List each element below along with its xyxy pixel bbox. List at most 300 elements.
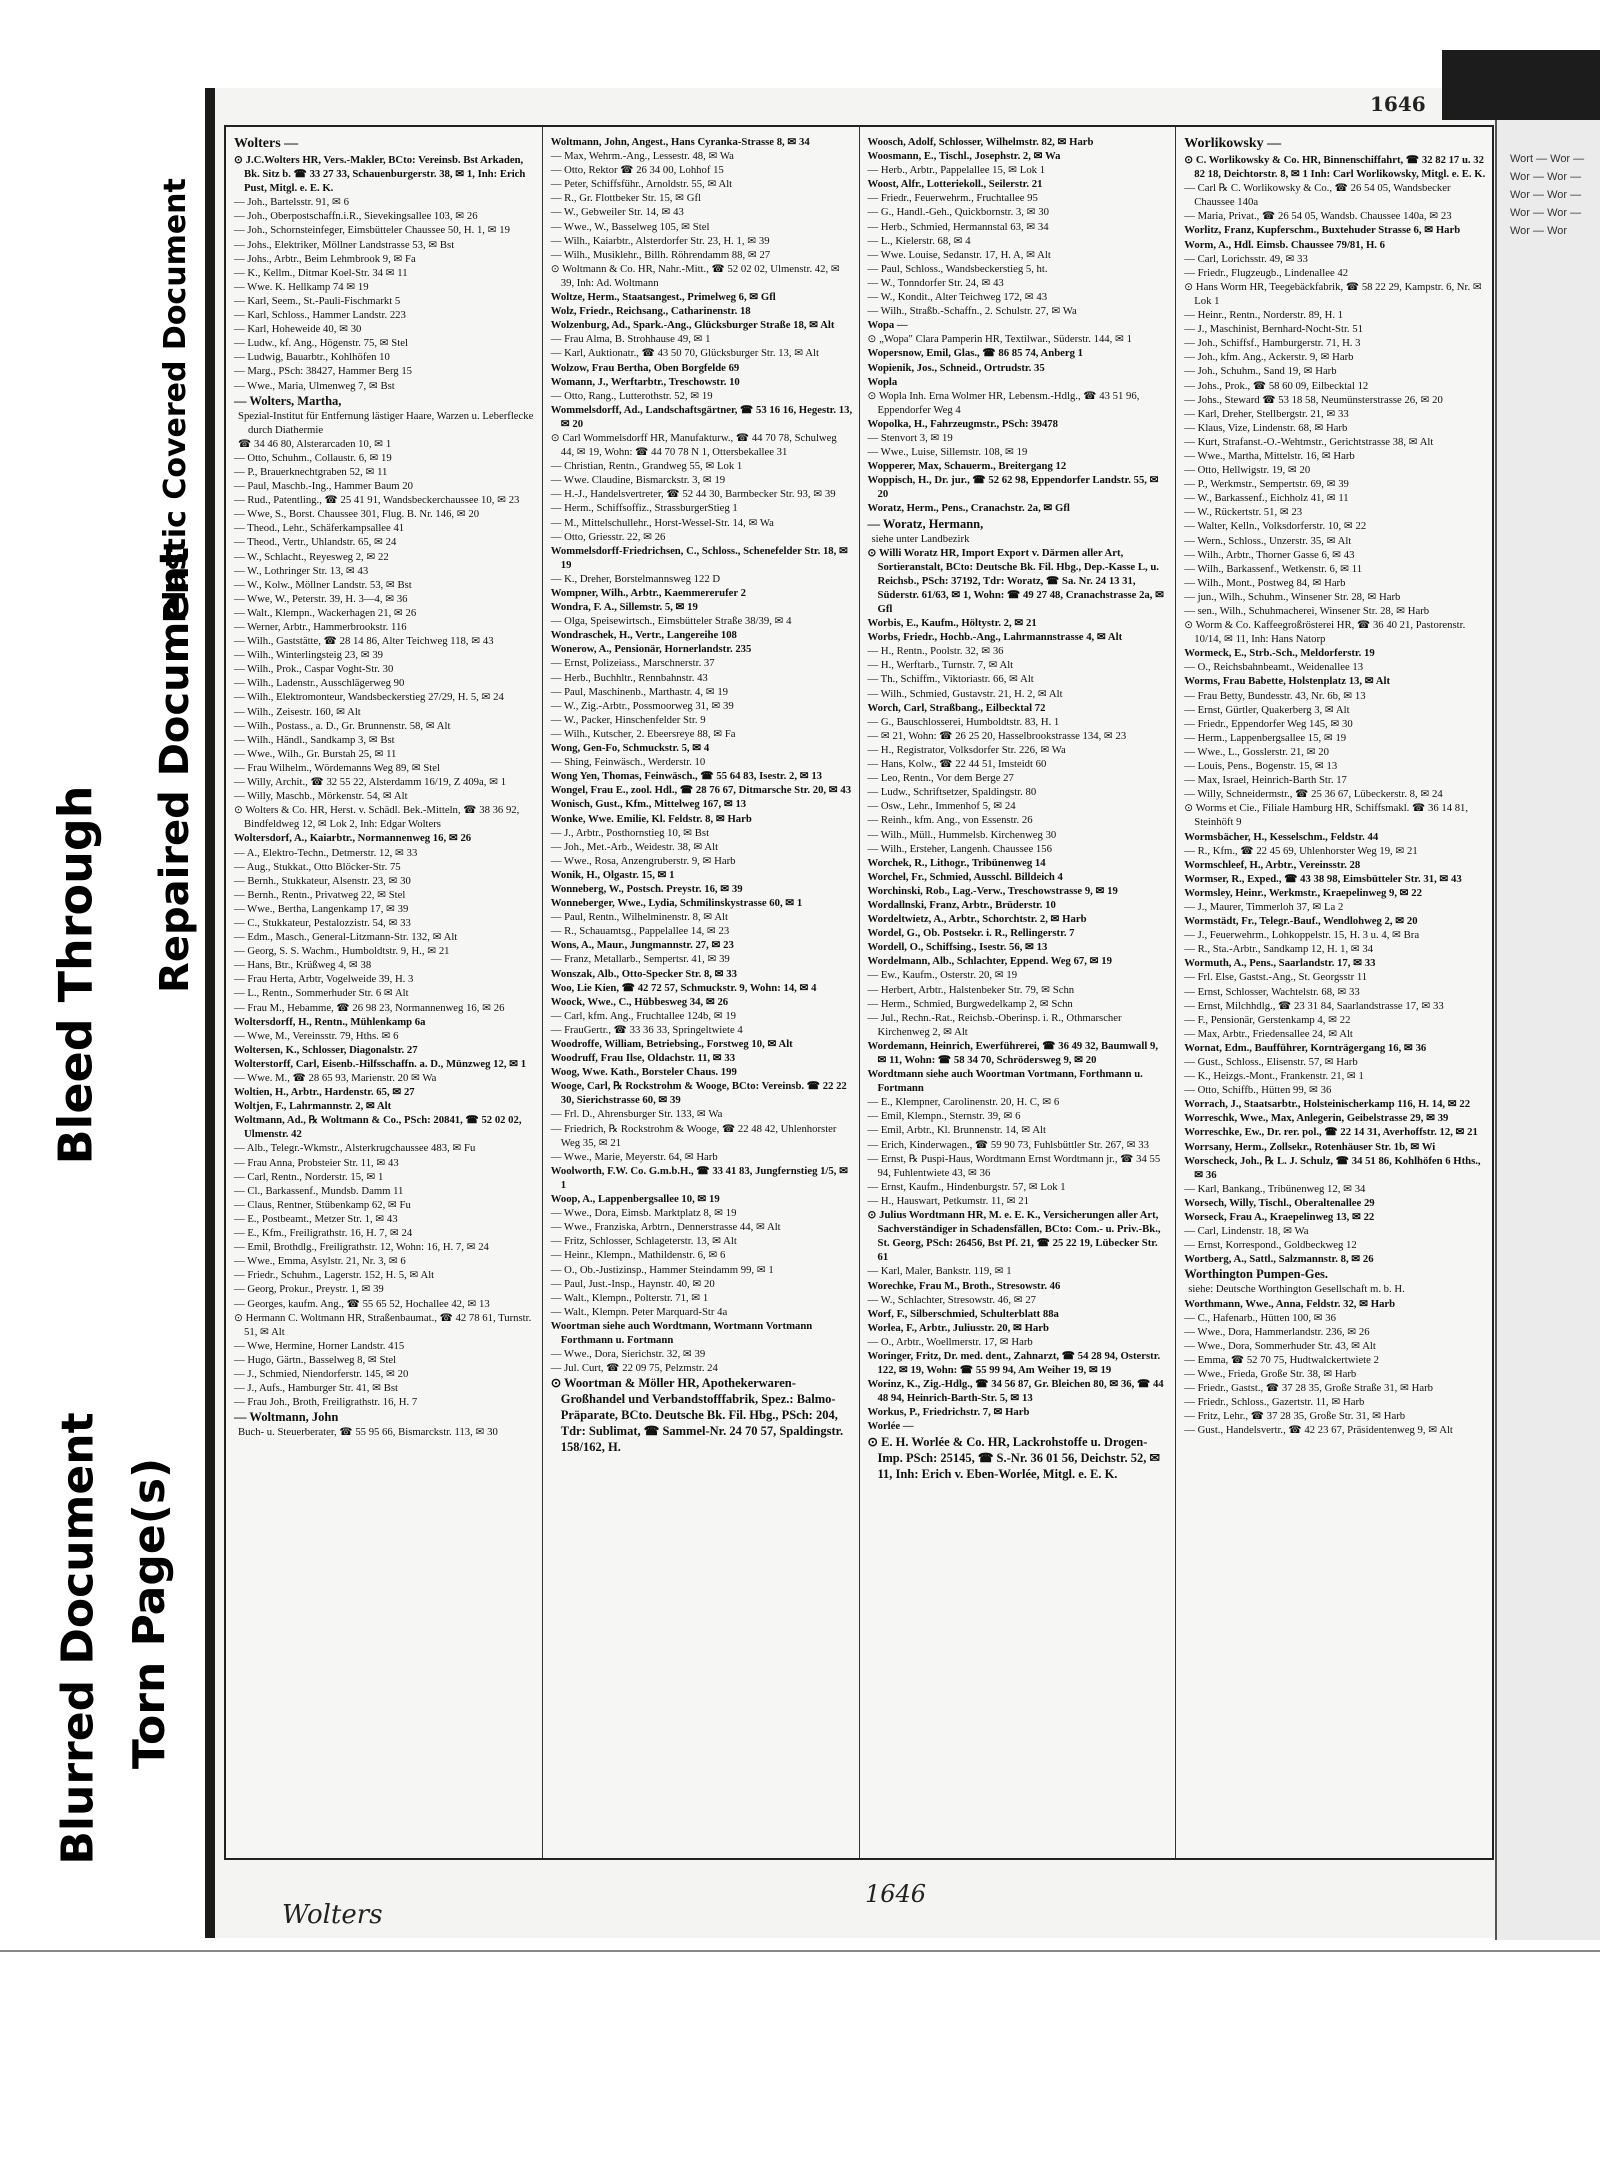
directory-entry: — Wilh., Kaiarbtr., Alsterdorfer Str. 23, H. 1, ✉ 39 — [550, 234, 770, 247]
directory-entry: — Osw., Lehr., Immenhof 5, ✉ 24 — [867, 800, 1016, 813]
directory-entry: ⊙ C. Worlikowsky & Co. HR, Binnenschiffahrt, ☎ 32 82 17 u. 32 82 18, Deichtorstr. 8, ✉ 1 Inh: Carl Worlikowsky, Mitgl. e. E. K. — [1184, 154, 1486, 181]
directory-entry: — Wwe., W., Basselweg 105, ✉ Stel — [550, 220, 710, 233]
directory-entry: — Wwe., Dora, Sommerhuder Str. 43, ✉ Alt — [1184, 1339, 1376, 1352]
directory-entry: — Reinh., kfm. Ang., von Essenstr. 26 — [867, 814, 1033, 827]
directory-entry: — C., Hafenarb., Hütten 100, ✉ 36 — [1184, 1311, 1336, 1324]
directory-entry: — Herb., Arbtr., Pappelallee 15, ✉ Lok 1 — [867, 164, 1046, 177]
directory-entry: Wondraschek, H., Vertr., Langereihe 108 — [550, 629, 737, 642]
directory-entry: Wommelsdorff, Ad., Landschaftsgärtner, ☎ 53 16 16, Hegestr. 13, ✉ 20 — [550, 403, 853, 430]
directory-entry: — J., Maschinist, Bernhard-Nocht-Str. 51 — [1184, 323, 1363, 336]
directory-entry: — Werner, Arbtr., Hammerbrookstr. 116 — [234, 621, 407, 633]
directory-entry: — ✉ 21, Wohn: ☎ 26 25 20, Hasselbrookstrasse 134, ✉ 23 — [867, 729, 1127, 742]
directory-entry: — Wilh., Ladenstr., Ausschlägerweg 90 — [234, 677, 405, 690]
directory-entry: — Wwe., Wilh., Gr. Burstah 25, ✉ 11 — [234, 747, 397, 760]
directory-entry: — Wilh., Schmied, Gustavstr. 21, H. 2, ✉ Alt — [867, 687, 1063, 700]
directory-entry: — R., Gr. Flottbeker Str. 15, ✉ Gfl — [550, 192, 702, 205]
directory-entry: ⊙ E. H. Worlée & Co. HR, Lackrohstoffe u. Drogen-Imp. PSch: 25145, ☎ S.-Nr. 36 01 56, Deichstr. 52, ✉ 11, Inh: Erich v. Eben-Worlée, Mitgl. e. E. K. — [867, 1434, 1160, 1481]
directory-entry: Wongel, Frau E., zool. Hdl., ☎ 28 76 67, Ditmarsche Str. 20, ✉ 43 — [550, 784, 852, 797]
page-corner-tab — [1442, 50, 1600, 120]
directory-entry: Worthmann, Wwe., Anna, Feldstr. 32, ✉ Harb — [1184, 1297, 1396, 1310]
directory-entry: — Karl, Bankang., Tribünenweg 12, ✉ 34 — [1184, 1182, 1366, 1195]
directory-entry: — Claus, Rentner, Stübenkamp 62, ✉ Fu — [234, 1198, 411, 1211]
directory-entry: — Wilh., Musiklehr., Billh. Röhrendamm 88, ✉ 27 — [550, 248, 771, 261]
directory-entry: — Bernh., Stukkateur, Alsenstr. 23, ✉ 30 — [234, 874, 411, 887]
directory-entry: — E., Postbeamt., Metzer Str. 1, ✉ 43 — [234, 1212, 398, 1225]
directory-entry: Wonszak, Alb., Otto-Specker Str. 8, ✉ 33 — [550, 967, 737, 980]
directory-entry: — Paul, Just.-Insp., Haynstr. 40, ✉ 20 — [550, 1277, 715, 1290]
handwritten-note: Wolters — [282, 1900, 383, 1930]
directory-entry: — Frau Betty, Bundesstr. 43, Nr. 6b, ✉ 13 — [1184, 689, 1366, 702]
directory-entry: — Wwe., Dora, Hammerlandstr. 236, ✉ 26 — [1184, 1325, 1370, 1338]
directory-entry: ⊙ Willi Woratz HR, Import Export v. Därmen aller Art, Sortieranstalt, BCto: Deutsche Bk. Fil. Hbg., Dep.-Kasse L, u. Reichsb., PSch: 37192, Tdr: Woratz, ☎ Sa. Nr. 24 13 31, Süderstr. 61/63, ✉ 1, Wohn: ☎ 49 27 48, Cranachstrasse 2a, ✉ Gfl — [867, 546, 1165, 615]
directory-entry: — Karl, Auktionatr., ☎ 43 50 70, Glücksburger Str. 13, ✉ Alt — [550, 347, 819, 360]
directory-entry: — H.-J., Handelsvertreter, ☎ 52 44 30, Barmbecker Str. 93, ✉ 39 — [550, 488, 836, 501]
directory-entry: — Wwe, S., Borst. Chaussee 301, Flug. B. Nr. 146, ✉ 20 — [234, 508, 480, 521]
directory-entry: — Kurt, Strafanst.-O.-Wehtmstr., Gerichtstrasse 38, ✉ Alt — [1184, 435, 1434, 448]
directory-entry: — E., Klempner, Carolinenstr. 20, H. C, ✉ 6 — [867, 1096, 1060, 1109]
directory-entry: — Christian, Rentn., Grandweg 55, ✉ Lok 1 — [550, 460, 743, 473]
directory-entry: — Karl, Schloss., Hammer Landstr. 223 — [234, 309, 406, 322]
directory-entry: — Karl, Dreher, Stellbergstr. 21, ✉ 33 — [1184, 407, 1349, 420]
directory-entry: — Franz, Metallarb., Sempertsr. 41, ✉ 39 — [550, 953, 730, 966]
directory-entry: Woo, Lie Kien, ☎ 42 72 57, Schmuckstr. 9, Wohn: 14, ✉ 4 — [550, 981, 817, 994]
directory-entry: Wormsbächer, H., Kesselschm., Feldstr. 44 — [1184, 830, 1379, 843]
directory-entry: — Friedr., Gastst., ☎ 37 28 35, Große Straße 31, ✉ Harb — [1184, 1382, 1433, 1395]
directory-entry: — Carl, Lindenstr. 18, ✉ Wa — [1184, 1225, 1309, 1238]
directory-entry: — Hugo, Gärtn., Basselweg 8, ✉ Stel — [234, 1353, 397, 1366]
directory-entry: ⊙ „Wopa" Clara Pamperin HR, Textilwar., Süderstr. 144, ✉ 1 — [867, 333, 1132, 346]
directory-entry: — Wilh., Händl., Sandkamp 3, ✉ Bst — [234, 733, 395, 746]
directory-entry: — Friedr., Flugzeugb., Lindenallee 42 — [1184, 266, 1349, 279]
directory-entry: — J., Schmied, Niendorferstr. 145, ✉ 20 — [234, 1367, 409, 1380]
directory-entry: — O., Ob.-Justizinsp., Hammer Steindamm 99, ✉ 1 — [550, 1263, 774, 1276]
directory-entry: Woosmann, E., Tischl., Josephstr. 2, ✉ Wa — [867, 150, 1061, 163]
directory-entry: — Wwe., Dora, Sierichstr. 32, ✉ 39 — [550, 1348, 706, 1361]
directory-entry: Wonisch, Gust., Kfm., Mittelweg 167, ✉ 13 — [550, 798, 747, 811]
scan-edge — [0, 1950, 1600, 1952]
directory-entry: Womann, J., Werftarbtr., Treschowstr. 10 — [550, 375, 740, 388]
directory-entry: Wompner, Wilh., Arbtr., Kaemmererufer 2 — [550, 587, 746, 599]
directory-entry: — Alb., Telegr.-Wkmstr., Alsterkrugchaussee 483, ✉ Fu — [234, 1142, 476, 1155]
directory-entry: — K., Dreher, Borstelmannsweg 122 D — [550, 572, 721, 585]
directory-entry: — Georg, S. S. Wachm., Humboldtstr. 9, H., ✉ 21 — [234, 945, 450, 958]
directory-entry: Worm, A., Hdl. Eimsb. Chaussee 79/81, H. 6 — [1184, 238, 1385, 251]
directory-entry: — Wern., Schloss., Unzerstr. 35, ✉ Alt — [1184, 534, 1352, 547]
directory-entry: — W., Barkassenf., Eichholz 41, ✉ 11 — [1184, 492, 1349, 505]
directory-entry: — Walt., Klempn. Peter Marquard-Str 4a — [550, 1305, 728, 1318]
directory-entry: — W., Tonndorfer Str. 24, ✉ 43 — [867, 276, 1004, 289]
directory-entry: siehe: Deutsche Worthington Gesellschaft m. b. H. — [1188, 1283, 1405, 1296]
directory-entry: Woock, Wwe., C., Hübbesweg 34, ✉ 26 — [550, 995, 729, 1008]
directory-entry: — Wwe., Marie, Meyerstr. 64, ✉ Harb — [550, 1150, 718, 1163]
directory-entry: — Friedrich, ℞ Rockstrohm & Wooge, ☎ 22 48 42, Uhlenhorster Weg 35, ✉ 21 — [550, 1122, 837, 1149]
directory-entry: — Walt., Klempn., Wackerhagen 21, ✉ 26 — [234, 606, 417, 619]
directory-entry: — Klaus, Vize, Lindenstr. 68, ✉ Harb — [1184, 421, 1348, 434]
directory-entry: — Johs., Prok., ☎ 58 60 09, Eilbecktal 12 — [1184, 379, 1369, 392]
directory-entry: — W., Kolw., Möllner Landstr. 53, ✉ Bst — [234, 578, 412, 591]
directory-entry: Woltjen, F., Lahrmannstr. 2, ✉ Alt — [234, 1100, 392, 1113]
directory-entry: — Shing, Feinwäsch., Werderstr. 10 — [550, 756, 706, 769]
directory-entry: — Carl, Rentn., Norderstr. 15, ✉ 1 — [234, 1170, 384, 1183]
directory-entry: Woodroffe, William, Betriebsing., Forstweg 10, ✉ Alt — [550, 1038, 793, 1050]
directory-entry: — Karl, Seem., St.-Pauli-Fischmarkt 5 — [234, 294, 401, 307]
directory-entry: — Joh., Schuhm., Sand 19, ✉ Harb — [1184, 365, 1337, 378]
directory-entry: — H., Werftarb., Turnstr. 7, ✉ Alt — [867, 659, 1014, 672]
directory-entry: — M., Mittelschullehr., Horst-Wessel-Str. 14, ✉ Wa — [550, 516, 774, 529]
directory-entry: — Herb., Buchhltr., Rennbahnstr. 43 — [550, 671, 708, 684]
directory-entry: Worlea, F., Arbtr., Juliusstr. 20, ✉ Harb — [867, 1321, 1049, 1334]
directory-entry: — R., Schauamtsg., Pappelallee 14, ✉ 23 — [550, 925, 730, 938]
directory-entry: — J., Arbtr., Posthornstieg 10, ✉ Bst — [550, 826, 710, 839]
directory-entry: — Frau Anna, Probsteier Str. 11, ✉ 43 — [234, 1156, 399, 1169]
directory-entry: Wordtmann siehe auch Woortman Vortmann, Forthmann u. Fortmann — [867, 1068, 1143, 1095]
directory-entry: Worbs, Friedr., Hochb.-Ang., Lahrmannstrasse 4, ✉ Alt — [867, 631, 1123, 644]
directory-entry: — Wilh., Zeisestr. 160, ✉ Alt — [234, 705, 361, 718]
directory-entry: — Wilh., Arbtr., Thorner Gasse 6, ✉ 43 — [1184, 548, 1355, 561]
directory-entry: Worlikowsky — — [1184, 136, 1282, 151]
label-blurred-document: Blurred Document — [52, 1412, 104, 1865]
directory-entry: — J., Maurer, Timmerloh 37, ✉ La 2 — [1184, 900, 1344, 913]
directory-entry: — sen., Wilh., Schuhmacherei, Winsener Str. 28, ✉ Harb — [1184, 605, 1430, 617]
directory-entry: Worch, Carl, Straßbang., Eilbecktal 72 — [867, 701, 1046, 714]
directory-entry: ⊙ Wopla Inh. Erna Wolmer HR, Lebensm.-Hdlg., ☎ 43 51 96, Eppendorfer Weg 4 — [867, 389, 1140, 416]
directory-entry: — Joh., Oberpostschaffn.i.R., Sievekingsallee 103, ✉ 26 — [234, 210, 478, 223]
directory-entry: — Hans, Btr., Krüßweg 4, ✉ 38 — [234, 959, 372, 972]
directory-entry: — Wwe., Frieda, Große Str. 38, ✉ Harb — [1184, 1367, 1357, 1380]
directory-entry: Worreschke, Ew., Dr. rer. pol., ☎ 22 14 31, Averhoffstr. 12, ✉ 21 — [1184, 1126, 1478, 1139]
directory-entry: — H., Rentn., Poolstr. 32, ✉ 36 — [867, 645, 1004, 658]
directory-entry: — Friedr., Schuhm., Lagerstr. 152, H. 5, ✉ Alt — [234, 1269, 435, 1282]
directory-entry: Woltze, Herm., Staatsangest., Primelweg 6, ✉ Gfl — [550, 291, 776, 304]
directory-entry: Worchinski, Rob., Lag.-Verw., Treschowstrasse 9, ✉ 19 — [867, 884, 1118, 897]
directory-entry: — Wwe., Maria, Ulmenweg 7, ✉ Bst — [234, 379, 395, 392]
directory-entry: — Otto, Griesstr. 22, ✉ 26 — [550, 530, 666, 543]
directory-entry: — K., Heizgs.-Mont., Frankenstr. 21, ✉ 1 — [1184, 1070, 1364, 1083]
directory-entry: — Friedr., Eppendorfer Weg 145, ✉ 30 — [1184, 717, 1353, 730]
directory-entry: — Wwe. K. Hellkamp 74 ✉ 19 — [234, 280, 369, 293]
directory-entry: — Aug., Stukkat., Otto Blöcker-Str. 75 — [234, 860, 401, 873]
directory-entry: Wormser, R., Exped., ☎ 43 38 98, Eimsbütteler Str. 31, ✉ 43 — [1184, 872, 1462, 885]
directory-entry: — Wwe, W., Peterstr. 39, H. 3—4, ✉ 36 — [234, 592, 408, 605]
directory-entry: — Wilh., Ersteher, Langenh. Chaussee 156 — [867, 842, 1052, 855]
directory-entry: Woosch, Adolf, Schlosser, Wilhelmstr. 82, ✉ Harb — [867, 136, 1094, 148]
directory-entry: Worf, F., Silberschmied, Schulterblatt 88a — [867, 1307, 1059, 1320]
directory-entry: — Heinr., Klempn., Mathildenstr. 6, ✉ 6 — [550, 1249, 726, 1262]
directory-entry: — Paul, Rentn., Wilhelminenstr. 8, ✉ Alt — [550, 911, 728, 924]
directory-entry: — Wilh., Straßb.-Schaffn., 2. Schulstr. 27, ✉ Wa — [867, 305, 1077, 318]
directory-entry: — Max, Wehrm.-Ang., Lessestr. 48, ✉ Wa — [550, 150, 734, 163]
directory-entry: — J., Aufs., Hamburger Str. 41, ✉ Bst — [234, 1382, 399, 1395]
directory-entry: — Wwe. M., ☎ 28 65 93, Marienstr. 20 ✉ Wa — [234, 1072, 437, 1084]
directory-entry: — Karl, Hoheweide 40, ✉ 30 — [234, 323, 362, 336]
directory-entry: Woodruff, Frau Ilse, Oldachstr. 11, ✉ 33 — [550, 1052, 736, 1065]
directory-entry: Wopersnow, Emil, Glas., ☎ 86 85 74, Anberg 1 — [867, 347, 1084, 360]
directory-entry: Worthington Pumpen-Ges. — [1184, 1267, 1329, 1282]
directory-entry: — Wilh., Postass., a. D., Gr. Brunnenstr. 58, ✉ Alt — [234, 719, 451, 732]
directory-entry: — jun., Wilh., Schuhm., Winsener Str. 28, ✉ Harb — [1184, 590, 1401, 603]
directory-entry: — Johs., Elektriker, Möllner Landstrasse 53, ✉ Bst — [234, 238, 455, 251]
directory-entry: Wopolka, H., Fahrzeugmstr., PSch: 39478 — [867, 417, 1058, 430]
directory-entry: — Maria, Privat., ☎ 26 54 05, Wandsb. Chaussee 140a, ✉ 23 — [1184, 210, 1452, 223]
column-3 — [860, 127, 1177, 1858]
directory-entry: Wormschleef, H., Arbtr., Vereinsstr. 28 — [1184, 858, 1361, 871]
directory-entry: — Fritz, Lehr., ☎ 37 28 35, Große Str. 31, ✉ Harb — [1184, 1410, 1406, 1423]
directory-entry: — Johs., Steward ☎ 53 18 58, Neumünsterstrasse 26, ✉ 20 — [1184, 393, 1443, 406]
directory-entry: — Wilh., Müll., Hummelsb. Kirchenweg 30 — [867, 828, 1057, 841]
directory-entry: — Emil, Klempn., Sternstr. 39, ✉ 6 — [867, 1110, 1021, 1123]
directory-entry: Worscheck, Joh., ℞ L. J. Schulz, ☎ 34 51 86, Kohlhöfen 6 Hths., ✉ 36 — [1184, 1154, 1481, 1181]
directory-entry: ⊙ Julius Wordtmann HR, M. e. E. K., Versicherungen aller Art, Sachverständiger in Schadensfällen, BCto: Com.- u. Priv.-Bk., St. Georg, PSch: 26456, Bst Pf. 21, ☎ 25 22 19, Lübecker Str. 61 — [867, 1209, 1161, 1264]
directory-entry: Woringer, Fritz, Dr. med. dent., Zahnarzt, ☎ 54 28 94, Osterstr. 122, ✉ 19, Wohn: ☎ 55 99 94, Am Weiher 19, ✉ 19 — [867, 1349, 1161, 1377]
directory-entry: — Wilh., Barkassenf., Wetkenstr. 6, ✉ 11 — [1184, 562, 1363, 575]
directory-entry: — Wwe. Louise, Sedanstr. 17, H. A, ✉ Alt — [867, 248, 1051, 261]
next-page-strip-text: Wort — Wor — Wor — Wor — Wor — Wor — Wor — Wor — Wor — Wor — [1510, 153, 1585, 237]
directory-entry: Wopperer, Max, Schauerm., Breitergang 12 — [867, 460, 1067, 473]
directory-entry: — Jul. Curt, ☎ 22 09 75, Pelzmstr. 24 — [550, 1362, 718, 1375]
directory-entry: — Theod., Lehr., Schäferkampsallee 41 — [234, 522, 405, 535]
directory-entry: ⊙ Hermann C. Woltmann HR, Straßenbaumat., ☎ 42 78 61, Turnstr. 51, ✉ Alt — [234, 1311, 532, 1338]
directory-entry: — W., Schlacht., Reyesweg 2, ✉ 22 — [234, 550, 389, 563]
directory-entry: — O., Arbtr., Woellmerstr. 17, ✉ Harb — [867, 1335, 1033, 1348]
directory-entry: — Ludw., Schriftsetzer, Spaldingstr. 80 — [867, 786, 1037, 799]
directory-entry: — Ernst, Kaufm., Hindenburgstr. 57, ✉ Lok 1 — [867, 1180, 1066, 1193]
directory-entry: — Carl ℞ C. Worlikowsky & Co., ☎ 26 54 05, Wandsbecker Chaussee 140a — [1184, 182, 1451, 209]
directory-entry: Wommelsdorff-Friedrichsen, C., Schloss., Schenefelder Str. 18, ✉ 19 — [550, 544, 848, 571]
directory-entry: Woop, A., Lappenbergsallee 10, ✉ 19 — [550, 1193, 720, 1206]
directory-entry: — W., Lothringer Str. 13, ✉ 43 — [234, 564, 369, 577]
directory-entry: — W., Schlachter, Stresowstr. 46, ✉ 27 — [867, 1293, 1037, 1306]
directory-entry: Wonerow, A., Pensionär, Hornerlandstr. 235 — [550, 643, 752, 656]
directory-entry: Wormeck, E., Strb.-Sch., Meldorferstr. 19 — [1184, 647, 1375, 660]
directory-entry: Woratz, Herm., Pens., Cranachstr. 2a, ✉ Gfl — [867, 502, 1070, 515]
directory-entry: — Herm., Lappenbergsallee 15, ✉ 19 — [1184, 731, 1347, 744]
directory-entry: — Herb., Schmied, Hermannstal 63, ✉ 34 — [867, 220, 1049, 233]
page-top-number: 1646 — [1370, 92, 1426, 116]
directory-entry: — Wolters, Martha, — [234, 393, 342, 408]
directory-entry: — Theod., Vertr., Uhlandstr. 65, ✉ 24 — [234, 536, 397, 549]
directory-entry: Woltien, H., Arbtr., Hardenstr. 65, ✉ 27 — [234, 1086, 415, 1099]
directory-entry: — Wwe., Luise, Sillemstr. 108, ✉ 19 — [867, 446, 1028, 459]
directory-entry: — Wilh., Gaststätte, ☎ 28 14 86, Alter Teichweg 118, ✉ 43 — [234, 635, 494, 648]
directory-entry: Worchek, R., Lithogr., Tribünenweg 14 — [867, 856, 1046, 869]
directory-entry: — FrauGertr., ☎ 33 36 33, Springeltwiete 4 — [550, 1023, 743, 1036]
directory-entry: Worseck, Frau A., Kraepelinweg 13, ✉ 22 — [1184, 1211, 1375, 1224]
directory-entry: — Ludwig, Bauarbtr., Kohlhöfen 10 — [234, 351, 390, 364]
directory-entry: — Ernst, Gürtler, Quakerberg 3, ✉ Alt — [1184, 703, 1350, 716]
directory-entry: Wolz, Friedr., Reichsang., Catharinenstr. 18 — [550, 305, 751, 318]
directory-entry: — Wilh., Elektromonteur, Wandsbeckerstieg 27/29, H. 5, ✉ 24 — [234, 691, 504, 704]
directory-entry: Wopla — [867, 375, 898, 388]
directory-entry: Wolters — — [234, 136, 299, 151]
directory-entry: — Wwe., Dora, Eimsb. Marktplatz 8, ✉ 19 — [550, 1207, 737, 1220]
directory-entry: — W., Zig.-Arbtr., Possmoorweg 31, ✉ 39 — [550, 699, 734, 712]
directory-entry: — Ernst, Schlosser, Wachtelstr. 68, ✉ 33 — [1184, 985, 1360, 998]
directory-entry: — R., Kfm., ☎ 22 45 69, Uhlenhorster Weg 19, ✉ 21 — [1184, 844, 1418, 857]
directory-entry: — Herbert, Arbtr., Halstenbeker Str. 79, ✉ Schn — [867, 983, 1075, 996]
directory-entry: — E., Kfm., Freiligrathstr. 16, H. 7, ✉ 24 — [234, 1227, 413, 1240]
directory-entry: — Woltmann, John — [234, 1410, 339, 1425]
directory-entry: Woost, Alfr., Lotteriekoll., Seilerstr. 21 — [867, 178, 1043, 191]
directory-entry: Woppisch, H., Dr. jur., ☎ 52 62 98, Eppendorfer Landstr. 55, ✉ 20 — [867, 474, 1159, 501]
directory-entry: — Emma, ☎ 52 70 75, Hudtwalckertwiete 2 — [1184, 1353, 1379, 1366]
directory-entry: Worsech, Willy, Tischl., Oberaltenallee 29 — [1184, 1196, 1375, 1209]
directory-entry: Wonneberg, W., Postsch. Preystr. 16, ✉ 39 — [550, 882, 743, 895]
directory-entry: — P., Werkmstr., Sempertstr. 69, ✉ 39 — [1184, 478, 1349, 491]
directory-entry: — H., Hauswart, Petkumstr. 11, ✉ 21 — [867, 1194, 1029, 1207]
directory-entry: — Joh., kfm. Ang., Ackerstr. 9, ✉ Harb — [1184, 351, 1354, 364]
directory-entry: — Otto, Rektor ☎ 26 34 00, Lohhof 15 — [550, 164, 724, 177]
directory-entry: Worreschk, Wwe., Max, Anlegerin, Geibelstrasse 29, ✉ 39 — [1184, 1112, 1449, 1125]
directory-entry: — Willy, Maschb., Mörkenstr. 54, ✉ Alt — [234, 790, 408, 803]
page-number: 1646 — [865, 1880, 927, 1908]
directory-entry: Worbis, E., Kaufm., Höltystr. 2, ✉ 21 — [867, 617, 1037, 630]
directory-entry: Woortman siehe auch Wordtmann, Wortmann Vortmann Forthmann u. Fortmann — [550, 1319, 813, 1346]
directory-entry: Worrsany, Herm., Zollsekr., Rotenhäuser Str. 1b, ✉ Wi — [1184, 1140, 1436, 1153]
directory-entry: — L., Kielerstr. 68, ✉ 4 — [867, 234, 971, 247]
directory-entry: — Ernst, Milchhdlg., ☎ 23 31 84, Saarlandstrasse 17, ✉ 33 — [1184, 999, 1444, 1012]
directory-entry: Wonneberger, Wwe., Lydia, Schmilinskystrasse 60, ✉ 1 — [550, 897, 803, 910]
directory-entry: — Ew., Kaufm., Osterstr. 20, ✉ 19 — [867, 969, 1018, 982]
directory-entry: Wormuth, A., Pens., Saarlandstr. 17, ✉ 33 — [1184, 957, 1376, 970]
directory-entry: Wordeltwietz, A., Arbtr., Schorchtstr. 2, ✉ Harb — [867, 913, 1087, 926]
directory-entry: — Frau Herta, Arbtr, Vogelweide 39, H. 3 — [234, 973, 414, 986]
directory-entry: — Wilh., Kutscher, 2. Ebeersreye 88, ✉ Fa — [550, 727, 736, 740]
directory-entry: — Frl. D., Ahrensburger Str. 133, ✉ Wa — [550, 1108, 723, 1121]
directory-entry: Workus, P., Friedrichstr. 7, ✉ Harb — [867, 1406, 1030, 1419]
directory-entry: — Frau Wilhelm., Wördemanns Weg 89, ✉ Stel — [234, 761, 440, 774]
directory-entry: — Friedr., Schloss., Gazertstr. 11, ✉ Harb — [1184, 1396, 1365, 1409]
directory-entry: — Wwe., Martha, Mittelstr. 16, ✉ Harb — [1184, 449, 1355, 462]
directory-entry: — Joh., Schornsteinfeger, Eimsbütteler Chaussee 50, H. 1, ✉ 19 — [234, 224, 510, 237]
directory-entry: Wons, A., Maur., Jungmannstr. 27, ✉ 23 — [550, 939, 734, 952]
directory-entry: ⊙ Worms et Cie., Filiale Hamburg HR, Schiffsmakl. ☎ 36 14 81, Steinhöft 9 — [1184, 802, 1469, 829]
directory-entry: — Fritz, Schlosser, Schlageterstr. 13, ✉ Alt — [550, 1235, 737, 1248]
directory-entry: — J., Feuerwehrm., Lohkoppelstr. 15, H. 3 u. 4, ✉ Bra — [1184, 929, 1420, 942]
directory-entry: — W., Rückertstr. 51, ✉ 23 — [1184, 506, 1303, 519]
directory-entry: — Paul, Maschb.-Ing., Hammer Baum 20 — [234, 480, 413, 493]
directory-entry: — Emil, Arbtr., Kl. Brunnenstr. 14, ✉ Alt — [867, 1124, 1046, 1137]
directory-entry: Wordell, O., Schiffsing., Isestr. 56, ✉ 13 — [867, 941, 1048, 954]
directory-entry: Wordel, G., Ob. Postsekr. i. R., Rellingerstr. 7 — [867, 927, 1075, 940]
directory-entry: Wornat, Edm., Baufführer, Kornträgergang 16, ✉ 36 — [1184, 1041, 1427, 1054]
directory-entry: — R., Sta.-Arbtr., Sandkamp 12, H. 1, ✉ 34 — [1184, 943, 1374, 956]
directory-entry: — Willy, Archit., ☎ 32 55 22, Alsterdamm 16/19, Z 409a, ✉ 1 — [234, 776, 507, 789]
directory-entry: — Wwe., Franziska, Arbtrn., Dennerstrasse 44, ✉ Alt — [550, 1221, 781, 1234]
directory-entry: — Wilh., Mont., Postweg 84, ✉ Harb — [1184, 576, 1346, 589]
directory-entry: — F., Pensionär, Gerstenkamp 4, ✉ 22 — [1184, 1013, 1351, 1026]
directory-entry: Buch- u. Steuerberater, ☎ 55 95 66, Bismarckstr. 113, ✉ 30 — [238, 1426, 498, 1439]
directory-entry: — Hans, Kolw., ☎ 22 44 51, Imsteidt 60 — [867, 758, 1047, 771]
directory-entry: — Wwe. Claudine, Bismarckstr. 3, ✉ 19 — [550, 474, 726, 487]
directory-entry: — A., Elektro-Techn., Detmerstr. 12, ✉ 33 — [234, 846, 418, 859]
directory-entry: Wolzenburg, Ad., Spark.-Ang., Glücksburger Straße 18, ✉ Alt — [550, 319, 835, 332]
directory-entry: Woltersdorff, H., Rentn., Mühlenkamp 6a — [234, 1015, 426, 1028]
directory-entry: ⊙ Woltmann & Co. HR, Nahr.-Mitt., ☎ 52 02 02, Ulmenstr. 42, ✉ 39, Inh: Ad. Woltmann — [550, 262, 840, 289]
directory-entry: — K., Kellm., Ditmar Koel-Str. 34 ✉ 11 — [234, 266, 408, 279]
directory-entry: ⊙ Hans Worm HR, Teegebäckfabrik, ☎ 58 22 29, Kampstr. 6, Nr. ✉ Lok 1 — [1184, 280, 1482, 307]
directory-entry: — Frau Joh., Broth, Freiligrathstr. 16, H. 7 — [234, 1396, 418, 1409]
directory-entry: — Leo, Rentn., Vor dem Berge 27 — [867, 772, 1014, 785]
directory-entry: — O., Reichsbahnbeamt., Weidenallee 13 — [1184, 661, 1364, 674]
directory-entry: — Erich, Kinderwagen., ☎ 59 90 73, Fuhlsbüttler Str. 267, ✉ 33 — [867, 1138, 1149, 1151]
directory-entry: ⊙ Wolters & Co. HR, Herst. v. Schädl. Bek.-Mitteln, ☎ 38 36 92, Bindfeldweg 12, ✉ Lok 2, Inh: Edgar Wolters — [234, 804, 520, 831]
directory-entry: Wopienik, Jos., Schneid., Ortrudstr. 35 — [867, 361, 1045, 374]
directory-entry: — Joh., Schiffsf., Hamburgerstr. 71, H. 3 — [1184, 337, 1361, 350]
directory-entry: — Frau Alma, B. Strohhause 49, ✉ 1 — [550, 333, 711, 346]
directory-entry: — Wwe, M., Vereinsstr. 79, Hths. ✉ 6 — [234, 1029, 399, 1042]
directory-entry: — Gust., Handelsvertr., ☎ 42 23 67, Präsidentenweg 9, ✉ Alt — [1184, 1424, 1453, 1437]
directory-entry: Wordelmann, Alb., Schlachter, Eppend. Weg 67, ✉ 19 — [867, 955, 1112, 968]
directory-entry: Wormsley, Heinr., Werkmstr., Kraepelinweg 9, ✉ 22 — [1184, 886, 1422, 899]
directory-entry: — Otto, Schuhm., Collaustr. 6, ✉ 19 — [234, 451, 392, 464]
directory-entry: — G., Handl.-Geh., Quickbornstr. 3, ✉ 30 — [867, 206, 1049, 219]
directory-entry: — Wwe, Hermine, Horner Landstr. 415 — [234, 1339, 405, 1352]
directory-entry: Woolworth, F.W. Co. G.m.b.H., ☎ 33 41 83, Jungfernstieg 1/5, ✉ 1 — [550, 1164, 849, 1191]
directory-entry: — L., Rentn., Sommerhuder Str. 6 ✉ Alt — [234, 987, 409, 1000]
directory-entry: Woltersdorf, A., Kaiarbtr., Normannenweg 16, ✉ 26 — [234, 832, 472, 845]
directory-entry: — Gust., Schloss., Elisenstr. 57, ✉ Harb — [1184, 1056, 1358, 1068]
directory-entry: — Carl, Lorichsstr. 49, ✉ 33 — [1184, 252, 1308, 265]
directory-entry: — Paul, Maschinenb., Marthastr. 4, ✉ 19 — [550, 685, 729, 698]
directory-entry: — Carl, kfm. Ang., Fruchtallee 124b, ✉ 19 — [550, 1009, 737, 1022]
column-1 — [226, 127, 543, 1858]
directory-entry: — Paul, Schloss., Wandsbeckerstieg 5, ht. — [867, 262, 1048, 275]
directory-entry: Wonke, Wwe. Emilie, Kl. Feldstr. 8, ✉ Harb — [550, 812, 752, 825]
directory-entry: — Ernst, ℞ Puspi-Haus, Wordtmann Ernst Wordtmann jr., ☎ 34 55 94, Fuhlentwiete 43, ✉ 36 — [867, 1152, 1161, 1179]
directory-entry: Wooge, Carl, ℞ Rockstrohm & Wooge, BCto: Vereinsb. ☎ 22 22 30, Sierichstrasse 60, ✉ 39 — [550, 1080, 847, 1107]
directory-entry: — Georg, Prokur., Preystr. 1, ✉ 39 — [234, 1283, 384, 1296]
directory-entry: — P., Brauerknechtgraben 52, ✉ 11 — [234, 465, 388, 478]
directory-entry: — W., Kondit., Alter Teichweg 172, ✉ 43 — [867, 291, 1048, 304]
directory-entry: — Heinr., Rentn., Norderstr. 89, H. 1 — [1184, 309, 1344, 322]
directory-entry: — C., Stukkateur, Pestalozzistr. 54, ✉ 33 — [234, 916, 411, 929]
directory-entry: siehe unter Landbezirk — [871, 532, 970, 545]
directory-entry: — Wilh., Winterlingsteig 23, ✉ 39 — [234, 649, 384, 662]
directory-entry: Wormstädt, Fr., Telegr.-Bauf., Wendlohweg 2, ✉ 20 — [1184, 915, 1418, 928]
directory-entry: Worlitz, Franz, Kupferschm., Buxtehuder Strasse 6, ✉ Harb — [1184, 224, 1461, 237]
directory-entry: — Ludw., kf. Ang., Högenstr. 75, ✉ Stel — [234, 337, 408, 350]
label-repaired-document: Repaired Document — [152, 547, 198, 993]
directory-entry: ⊙ J.C.Wolters HR, Vers.-Makler, BCto: Vereinsb. Bst Arkaden, Bk. Sitz b. ☎ 33 27 33, Schauenburgerstr. 38, ✉ 1, Inh: Erich Pust, Mitgl. e. E. K. — [234, 154, 526, 195]
directory-entry: Wolzow, Frau Bertha, Oben Borgfelde 69 — [550, 361, 740, 374]
column-4 — [1176, 127, 1492, 1858]
directory-entry: Wortberg, A., Sattl., Salzmannstr. 8, ✉ 26 — [1184, 1253, 1374, 1266]
directory-entry: — Max, Arbtr., Friedensallee 24, ✉ Alt — [1184, 1027, 1353, 1040]
directory-entry: — Edm., Masch., General-Litzmann-Str. 132, ✉ Alt — [234, 931, 458, 944]
directory-entry: — Walt., Klempn., Polterstr. 71, ✉ 1 — [550, 1291, 709, 1304]
directory-entry: Woltersen, K., Schlosser, Diagonalstr. 27 — [234, 1043, 418, 1056]
directory-entry: — Wwe., Bertha, Langenkamp 17, ✉ 39 — [234, 902, 409, 915]
directory-entry: — Jul., Rechn.-Rat., Reichsb.-Oberinsp. i. R., Othmarscher Kirchenweg 2, ✉ Alt — [867, 1011, 1122, 1038]
directory-entry: Wopa — — [867, 319, 908, 332]
directory-entry: Woog, Wwe. Kath., Borsteler Chaus. 199 — [550, 1066, 737, 1079]
directory-entry: — Frau M., Hebamme, ☎ 26 98 23, Normannenweg 16, ✉ 26 — [234, 1001, 505, 1014]
directory-entry: — Ernst, Korrespond., Goldbeckweg 12 — [1184, 1239, 1357, 1252]
directory-entry: Wong Yen, Thomas, Feinwäsch., ☎ 55 64 83, Isestr. 2, ✉ 13 — [550, 770, 823, 783]
directory-entry: — Woratz, Hermann, — [867, 516, 984, 531]
directory-entry: — W., Packer, Hinschenfelder Str. 9 — [550, 713, 706, 726]
directory-entry: Worlée — — [867, 1420, 914, 1433]
directory-entry: — Wwe., L., Gosslerstr. 21, ✉ 20 — [1184, 745, 1329, 758]
directory-entry: Worinz, K., Zig.-Hdlg., ☎ 34 56 87, Gr. Bleichen 80, ✉ 36, ☎ 44 48 94, Heinrich-Barth-Str. 5, ✉ 13 — [867, 1378, 1164, 1405]
directory-entry: — Walter, Kelln., Volksdorferstr. 10, ✉ 22 — [1184, 520, 1367, 533]
directory-entry: — Joh., Met.-Arb., Weidestr. 38, ✉ Alt — [550, 840, 719, 853]
directory-entry: — Herm., Schmied, Burgwedelkamp 2, ✉ Schn — [867, 997, 1073, 1010]
directory-entry: — Wwe., Emma, Asylstr. 21, Nr. 3, ✉ 6 — [234, 1255, 406, 1268]
directory-entry: Wolterstorff, Carl, Eisenb.-Hilfsschaffn. a. D., Münzweg 12, ✉ 1 — [234, 1057, 527, 1070]
directory-entry: — G., Bauschlosserei, Humboldtstr. 83, H. 1 — [867, 715, 1060, 728]
directory-entry: — Stenvort 3, ✉ 19 — [867, 431, 953, 444]
